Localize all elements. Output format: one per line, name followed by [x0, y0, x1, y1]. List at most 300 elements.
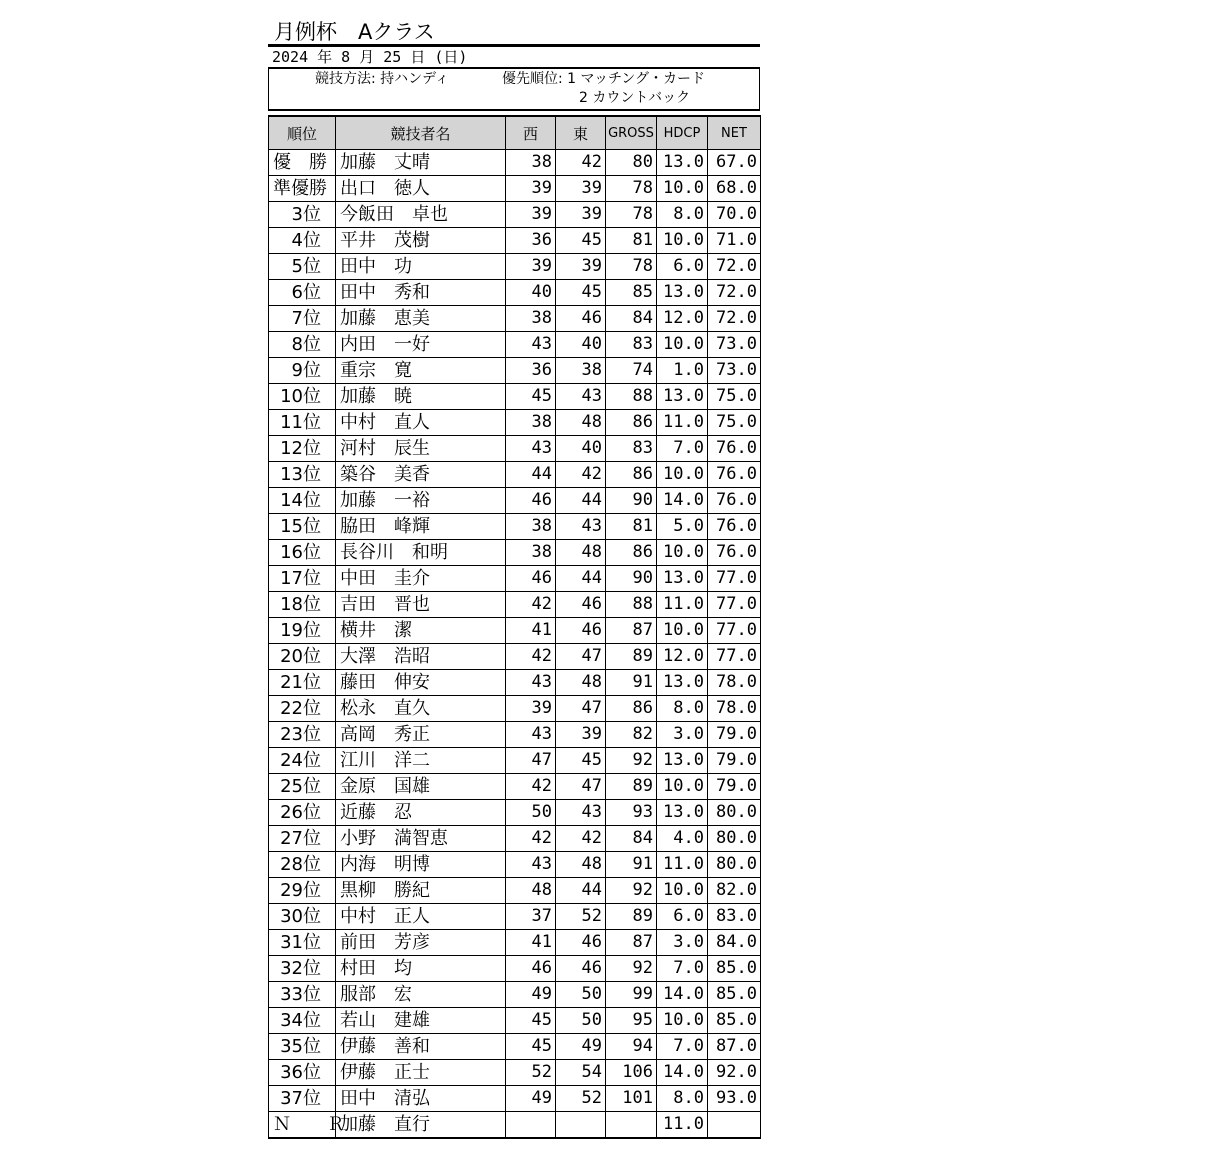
- west-score-cell: 39: [506, 696, 556, 722]
- gross-cell: 81: [606, 228, 657, 254]
- west-score-cell: 39: [506, 202, 556, 228]
- rank-cell: 準優勝: [269, 176, 336, 202]
- gross-cell: 86: [606, 410, 657, 436]
- hdcp-cell: 13.0: [657, 670, 708, 696]
- net-cell: 72.0: [708, 254, 761, 280]
- east-score-cell: 52: [556, 1086, 606, 1112]
- table-header-row: [269, 116, 761, 150]
- rank-cell: 26位: [269, 800, 336, 826]
- name-cell: 中田 圭介: [336, 566, 506, 592]
- table-row: [269, 826, 761, 852]
- net-cell: 71.0: [708, 228, 761, 254]
- header-west: 西: [506, 116, 556, 150]
- net-cell: 78.0: [708, 696, 761, 722]
- hdcp-cell: 1.0: [657, 358, 708, 384]
- table-row: [269, 306, 761, 332]
- west-score-cell: [506, 1112, 556, 1139]
- net-cell: 87.0: [708, 1034, 761, 1060]
- net-cell: 92.0: [708, 1060, 761, 1086]
- gross-cell: 78: [606, 202, 657, 228]
- table-row: [269, 384, 761, 410]
- net-cell: 72.0: [708, 306, 761, 332]
- gross-cell: 78: [606, 176, 657, 202]
- name-cell: 大澤 浩昭: [336, 644, 506, 670]
- hdcp-cell: 14.0: [657, 488, 708, 514]
- hdcp-cell: 10.0: [657, 462, 708, 488]
- west-score-cell: 41: [506, 930, 556, 956]
- gross-cell: 85: [606, 280, 657, 306]
- hdcp-cell: 6.0: [657, 904, 708, 930]
- gross-cell: 92: [606, 878, 657, 904]
- west-score-cell: 41: [506, 618, 556, 644]
- table-row: [269, 566, 761, 592]
- name-cell: 藤田 伸安: [336, 670, 506, 696]
- east-score-cell: [556, 1112, 606, 1139]
- gross-cell: 95: [606, 1008, 657, 1034]
- east-score-cell: 47: [556, 644, 606, 670]
- west-score-cell: 45: [506, 1008, 556, 1034]
- rank-cell: 30位: [269, 904, 336, 930]
- table-row: [269, 280, 761, 306]
- east-score-cell: 46: [556, 930, 606, 956]
- table-row: [269, 1034, 761, 1060]
- west-score-cell: 44: [506, 462, 556, 488]
- east-score-cell: 46: [556, 306, 606, 332]
- net-cell: 76.0: [708, 514, 761, 540]
- gross-cell: 106: [606, 1060, 657, 1086]
- name-cell: 築谷 美香: [336, 462, 506, 488]
- results-table: [268, 115, 761, 1139]
- table-row: [269, 462, 761, 488]
- gross-cell: 84: [606, 306, 657, 332]
- hdcp-cell: 5.0: [657, 514, 708, 540]
- net-cell: 70.0: [708, 202, 761, 228]
- net-cell: 76.0: [708, 488, 761, 514]
- name-cell: 吉田 晋也: [336, 592, 506, 618]
- hdcp-cell: 8.0: [657, 696, 708, 722]
- rank-cell: 22位: [269, 696, 336, 722]
- competition-method: 競技方法: 持ハンディ: [315, 71, 450, 87]
- hdcp-cell: 10.0: [657, 176, 708, 202]
- east-score-cell: 48: [556, 670, 606, 696]
- rank-cell: 28位: [269, 852, 336, 878]
- table-row: [269, 228, 761, 254]
- net-cell: 80.0: [708, 826, 761, 852]
- priority-rule-1: 優先順位: 1 マッチング・カード: [502, 71, 705, 87]
- hdcp-cell: 8.0: [657, 202, 708, 228]
- header-rank: 順位: [269, 116, 336, 150]
- east-score-cell: 39: [556, 254, 606, 280]
- table-row: [269, 696, 761, 722]
- west-score-cell: 38: [506, 306, 556, 332]
- rank-cell: 14位: [269, 488, 336, 514]
- hdcp-cell: 13.0: [657, 150, 708, 176]
- west-score-cell: 48: [506, 878, 556, 904]
- table-row: [269, 514, 761, 540]
- net-cell: 75.0: [708, 410, 761, 436]
- gross-cell: 83: [606, 332, 657, 358]
- net-cell: 80.0: [708, 800, 761, 826]
- west-score-cell: 36: [506, 358, 556, 384]
- net-cell: 84.0: [708, 930, 761, 956]
- west-score-cell: 42: [506, 644, 556, 670]
- gross-cell: 88: [606, 592, 657, 618]
- gross-cell: 83: [606, 436, 657, 462]
- page-title: 月例杯 Aクラス: [274, 20, 435, 44]
- name-cell: 加藤 直行: [336, 1112, 506, 1139]
- rank-cell: 8位: [269, 332, 336, 358]
- hdcp-cell: 10.0: [657, 228, 708, 254]
- east-score-cell: 48: [556, 540, 606, 566]
- net-cell: 76.0: [708, 436, 761, 462]
- gross-cell: 86: [606, 696, 657, 722]
- net-cell: 72.0: [708, 280, 761, 306]
- rank-cell: 19位: [269, 618, 336, 644]
- table-row: [269, 332, 761, 358]
- name-cell: 今飯田 卓也: [336, 202, 506, 228]
- name-cell: 村田 均: [336, 956, 506, 982]
- name-cell: 田中 秀和: [336, 280, 506, 306]
- east-score-cell: 48: [556, 410, 606, 436]
- hdcp-cell: 10.0: [657, 1008, 708, 1034]
- west-score-cell: 40: [506, 280, 556, 306]
- west-score-cell: 49: [506, 1086, 556, 1112]
- name-cell: 出口 徳人: [336, 176, 506, 202]
- net-cell: 76.0: [708, 540, 761, 566]
- gross-cell: 81: [606, 514, 657, 540]
- hdcp-cell: 11.0: [657, 410, 708, 436]
- table-row: [269, 670, 761, 696]
- east-score-cell: 52: [556, 904, 606, 930]
- rank-cell: 35位: [269, 1034, 336, 1060]
- east-score-cell: 43: [556, 800, 606, 826]
- gross-cell: 101: [606, 1086, 657, 1112]
- table-row: [269, 358, 761, 384]
- west-score-cell: 50: [506, 800, 556, 826]
- rank-cell: 10位: [269, 384, 336, 410]
- table-row: [269, 722, 761, 748]
- east-score-cell: 43: [556, 514, 606, 540]
- rank-cell: 11位: [269, 410, 336, 436]
- header-east: 東: [556, 116, 606, 150]
- east-score-cell: 43: [556, 384, 606, 410]
- event-date: 2024 年 8 月 25 日 (日): [272, 48, 468, 66]
- gross-cell: 89: [606, 644, 657, 670]
- east-score-cell: 50: [556, 982, 606, 1008]
- east-score-cell: 40: [556, 436, 606, 462]
- west-score-cell: 43: [506, 436, 556, 462]
- gross-cell: [606, 1112, 657, 1139]
- hdcp-cell: 7.0: [657, 956, 708, 982]
- net-cell: 85.0: [708, 982, 761, 1008]
- net-cell: 77.0: [708, 592, 761, 618]
- hdcp-cell: 13.0: [657, 566, 708, 592]
- rank-cell: 32位: [269, 956, 336, 982]
- east-score-cell: 44: [556, 566, 606, 592]
- gross-cell: 90: [606, 566, 657, 592]
- table-row: [269, 748, 761, 774]
- table-row: [269, 644, 761, 670]
- west-score-cell: 46: [506, 956, 556, 982]
- hdcp-cell: 7.0: [657, 436, 708, 462]
- east-score-cell: 54: [556, 1060, 606, 1086]
- name-cell: 江川 洋二: [336, 748, 506, 774]
- net-cell: 83.0: [708, 904, 761, 930]
- name-cell: 前田 芳彦: [336, 930, 506, 956]
- west-score-cell: 43: [506, 722, 556, 748]
- east-score-cell: 44: [556, 488, 606, 514]
- west-score-cell: 45: [506, 384, 556, 410]
- hdcp-cell: 12.0: [657, 306, 708, 332]
- hdcp-cell: 11.0: [657, 852, 708, 878]
- net-cell: 68.0: [708, 176, 761, 202]
- west-score-cell: 36: [506, 228, 556, 254]
- hdcp-cell: 12.0: [657, 644, 708, 670]
- hdcp-cell: 10.0: [657, 540, 708, 566]
- rank-cell: 31位: [269, 930, 336, 956]
- east-score-cell: 47: [556, 696, 606, 722]
- table-row: [269, 618, 761, 644]
- net-cell: 75.0: [708, 384, 761, 410]
- header-hdcp: HDCP: [657, 116, 708, 150]
- east-score-cell: 47: [556, 774, 606, 800]
- west-score-cell: 42: [506, 592, 556, 618]
- rank-cell: 4位: [269, 228, 336, 254]
- net-cell: 85.0: [708, 1008, 761, 1034]
- west-score-cell: 46: [506, 488, 556, 514]
- table-row: [269, 1086, 761, 1112]
- table-row: [269, 852, 761, 878]
- east-score-cell: 42: [556, 150, 606, 176]
- hdcp-cell: 10.0: [657, 618, 708, 644]
- name-cell: 若山 建雄: [336, 1008, 506, 1034]
- name-cell: 高岡 秀正: [336, 722, 506, 748]
- net-cell: 73.0: [708, 332, 761, 358]
- west-score-cell: 43: [506, 332, 556, 358]
- west-score-cell: 38: [506, 410, 556, 436]
- table-row: [269, 150, 761, 176]
- east-score-cell: 46: [556, 956, 606, 982]
- hdcp-cell: 14.0: [657, 1060, 708, 1086]
- name-cell: 横井 潔: [336, 618, 506, 644]
- net-cell: 77.0: [708, 566, 761, 592]
- hdcp-cell: 3.0: [657, 930, 708, 956]
- rank-cell: 12位: [269, 436, 336, 462]
- gross-cell: 88: [606, 384, 657, 410]
- name-cell: 加藤 一裕: [336, 488, 506, 514]
- rank-cell: 6位: [269, 280, 336, 306]
- hdcp-cell: 6.0: [657, 254, 708, 280]
- net-cell: 79.0: [708, 748, 761, 774]
- table-row: [269, 540, 761, 566]
- name-cell: 田中 清弘: [336, 1086, 506, 1112]
- gross-cell: 90: [606, 488, 657, 514]
- west-score-cell: 43: [506, 852, 556, 878]
- gross-cell: 87: [606, 618, 657, 644]
- rank-cell: 34位: [269, 1008, 336, 1034]
- name-cell: 伊藤 正士: [336, 1060, 506, 1086]
- table-row: [269, 1112, 761, 1139]
- name-cell: 近藤 忍: [336, 800, 506, 826]
- rank-cell: 17位: [269, 566, 336, 592]
- name-cell: 田中 功: [336, 254, 506, 280]
- east-score-cell: 42: [556, 462, 606, 488]
- hdcp-cell: 13.0: [657, 280, 708, 306]
- net-cell: 79.0: [708, 774, 761, 800]
- name-cell: 松永 直久: [336, 696, 506, 722]
- gross-cell: 89: [606, 904, 657, 930]
- net-cell: 85.0: [708, 956, 761, 982]
- gross-cell: 87: [606, 930, 657, 956]
- table-row: [269, 982, 761, 1008]
- gross-cell: 99: [606, 982, 657, 1008]
- hdcp-cell: 13.0: [657, 800, 708, 826]
- east-score-cell: 46: [556, 592, 606, 618]
- west-score-cell: 39: [506, 254, 556, 280]
- west-score-cell: 42: [506, 826, 556, 852]
- name-cell: 加藤 恵美: [336, 306, 506, 332]
- header-net: NET: [708, 116, 761, 150]
- net-cell: [708, 1112, 761, 1139]
- gross-cell: 84: [606, 826, 657, 852]
- name-cell: 内田 一好: [336, 332, 506, 358]
- rank-cell: 25位: [269, 774, 336, 800]
- west-score-cell: 38: [506, 150, 556, 176]
- rank-cell: 13位: [269, 462, 336, 488]
- rank-cell: 36位: [269, 1060, 336, 1086]
- net-cell: 73.0: [708, 358, 761, 384]
- name-cell: 河村 辰生: [336, 436, 506, 462]
- table-row: [269, 202, 761, 228]
- rank-cell: 18位: [269, 592, 336, 618]
- name-cell: 重宗 寛: [336, 358, 506, 384]
- gross-cell: 86: [606, 462, 657, 488]
- east-score-cell: 38: [556, 358, 606, 384]
- hdcp-cell: 7.0: [657, 1034, 708, 1060]
- rank-cell: 9位: [269, 358, 336, 384]
- net-cell: 76.0: [708, 462, 761, 488]
- header-name: 競技者名: [336, 116, 506, 150]
- west-score-cell: 43: [506, 670, 556, 696]
- west-score-cell: 42: [506, 774, 556, 800]
- gross-cell: 92: [606, 748, 657, 774]
- competition-info-box: [268, 67, 760, 111]
- east-score-cell: 50: [556, 1008, 606, 1034]
- name-cell: 長谷川 和明: [336, 540, 506, 566]
- west-score-cell: 49: [506, 982, 556, 1008]
- east-score-cell: 44: [556, 878, 606, 904]
- table-row: [269, 1008, 761, 1034]
- name-cell: 脇田 峰輝: [336, 514, 506, 540]
- table-row: [269, 956, 761, 982]
- hdcp-cell: 10.0: [657, 774, 708, 800]
- rank-cell: Ｎ Ｒ: [269, 1112, 336, 1139]
- rank-cell: 3位: [269, 202, 336, 228]
- net-cell: 82.0: [708, 878, 761, 904]
- name-cell: 黒柳 勝紀: [336, 878, 506, 904]
- west-score-cell: 39: [506, 176, 556, 202]
- name-cell: 加藤 丈晴: [336, 150, 506, 176]
- gross-cell: 92: [606, 956, 657, 982]
- gross-cell: 74: [606, 358, 657, 384]
- east-score-cell: 49: [556, 1034, 606, 1060]
- table-row: [269, 878, 761, 904]
- table-row: [269, 930, 761, 956]
- table-row: [269, 488, 761, 514]
- rank-cell: 29位: [269, 878, 336, 904]
- east-score-cell: 42: [556, 826, 606, 852]
- name-cell: 中村 正人: [336, 904, 506, 930]
- net-cell: 79.0: [708, 722, 761, 748]
- priority-rule-2: 2 カウントバック: [579, 90, 691, 106]
- net-cell: 78.0: [708, 670, 761, 696]
- name-cell: 加藤 暁: [336, 384, 506, 410]
- table-row: [269, 904, 761, 930]
- east-score-cell: 45: [556, 748, 606, 774]
- east-score-cell: 48: [556, 852, 606, 878]
- net-cell: 77.0: [708, 618, 761, 644]
- hdcp-cell: 8.0: [657, 1086, 708, 1112]
- east-score-cell: 40: [556, 332, 606, 358]
- east-score-cell: 39: [556, 176, 606, 202]
- net-cell: 67.0: [708, 150, 761, 176]
- hdcp-cell: 4.0: [657, 826, 708, 852]
- gross-cell: 82: [606, 722, 657, 748]
- east-score-cell: 39: [556, 202, 606, 228]
- hdcp-cell: 11.0: [657, 592, 708, 618]
- west-score-cell: 37: [506, 904, 556, 930]
- name-cell: 伊藤 善和: [336, 1034, 506, 1060]
- hdcp-cell: 3.0: [657, 722, 708, 748]
- west-score-cell: 38: [506, 540, 556, 566]
- rank-cell: 15位: [269, 514, 336, 540]
- hdcp-cell: 10.0: [657, 332, 708, 358]
- table-row: [269, 410, 761, 436]
- east-score-cell: 45: [556, 280, 606, 306]
- hdcp-cell: 11.0: [657, 1112, 708, 1139]
- net-cell: 93.0: [708, 1086, 761, 1112]
- rank-cell: 21位: [269, 670, 336, 696]
- gross-cell: 78: [606, 254, 657, 280]
- east-score-cell: 46: [556, 618, 606, 644]
- name-cell: 内海 明博: [336, 852, 506, 878]
- rank-cell: 5位: [269, 254, 336, 280]
- west-score-cell: 45: [506, 1034, 556, 1060]
- west-score-cell: 47: [506, 748, 556, 774]
- name-cell: 小野 満智恵: [336, 826, 506, 852]
- results-sheet: [268, 20, 760, 1139]
- gross-cell: 91: [606, 670, 657, 696]
- hdcp-cell: 13.0: [657, 748, 708, 774]
- name-cell: 中村 直人: [336, 410, 506, 436]
- hdcp-cell: 13.0: [657, 384, 708, 410]
- rank-cell: 20位: [269, 644, 336, 670]
- rank-cell: 23位: [269, 722, 336, 748]
- west-score-cell: 46: [506, 566, 556, 592]
- header-gross: GROSS: [606, 116, 657, 150]
- rank-cell: 優 勝: [269, 150, 336, 176]
- hdcp-cell: 14.0: [657, 982, 708, 1008]
- gross-cell: 91: [606, 852, 657, 878]
- west-score-cell: 52: [506, 1060, 556, 1086]
- net-cell: 77.0: [708, 644, 761, 670]
- table-row: [269, 1060, 761, 1086]
- gross-cell: 94: [606, 1034, 657, 1060]
- rank-cell: 7位: [269, 306, 336, 332]
- rank-cell: 24位: [269, 748, 336, 774]
- rank-cell: 16位: [269, 540, 336, 566]
- hdcp-cell: 10.0: [657, 878, 708, 904]
